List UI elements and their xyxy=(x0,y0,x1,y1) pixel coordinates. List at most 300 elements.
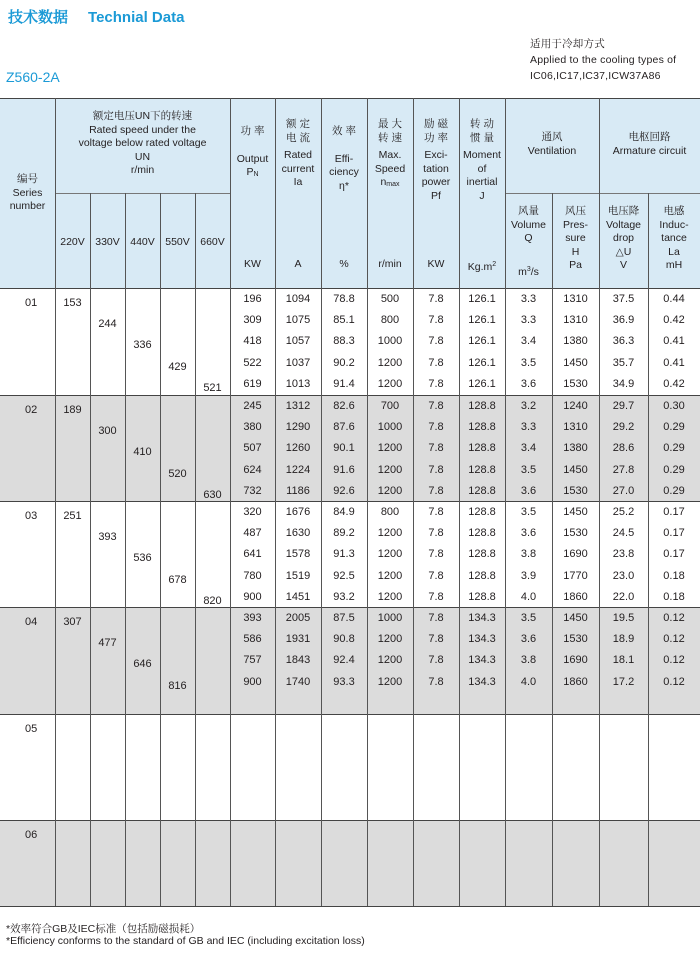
series-number: 03 xyxy=(25,510,38,522)
vdrop-header-en2: drop xyxy=(612,232,634,244)
rule-vent-sub xyxy=(505,193,700,194)
col-line xyxy=(230,98,231,906)
speed-header-unit: r/min xyxy=(130,164,155,176)
maxspeed-header-en2: Speed xyxy=(374,162,406,175)
table-cell: 92.4 xyxy=(333,654,355,667)
table-cell: 0.29 xyxy=(663,463,685,476)
table-cell: 7.8 xyxy=(428,569,444,582)
speed-cell: 536 xyxy=(133,552,152,565)
table-cell: 3.3 xyxy=(520,421,537,434)
voltage-220v: 220V xyxy=(60,236,85,248)
table-cell: 507 xyxy=(243,442,262,455)
moment-header-cn1: 转 动 xyxy=(470,118,494,130)
table-cell: 1450 xyxy=(563,356,588,369)
series-06-band xyxy=(0,821,700,906)
table-cell: 7.8 xyxy=(428,633,444,646)
inductance-header-cn: 电感 xyxy=(663,205,685,217)
table-cell: 82.6 xyxy=(333,400,355,412)
table-cell: 1860 xyxy=(563,590,588,603)
table-cell: 7.8 xyxy=(428,293,444,305)
table-cell: 1530 xyxy=(563,484,588,497)
speed-cell: 300 xyxy=(98,425,117,438)
output-header-sym: $P_N$ xyxy=(246,166,259,178)
table-cell: 29.2 xyxy=(612,421,635,434)
table-cell: 309 xyxy=(243,314,262,327)
table-cell: 126.1 xyxy=(468,335,496,348)
speed-cell: 244 xyxy=(98,318,117,331)
excitation-unit: KW xyxy=(427,258,445,270)
series-number: 01 xyxy=(25,297,38,309)
voltage-330v: 330V xyxy=(95,236,120,248)
table-cell: 93.3 xyxy=(333,675,355,688)
table-cell: 4.0 xyxy=(520,675,537,688)
title-en: Technial Data xyxy=(88,9,185,26)
vdrop-header-sym: △U xyxy=(615,245,632,258)
volume-header xyxy=(505,205,552,246)
table-cell: 7.8 xyxy=(428,463,444,476)
series-number: 04 xyxy=(25,616,38,628)
table-cell: 1200 xyxy=(377,356,403,369)
table-cell: 7.8 xyxy=(428,675,444,688)
table-cell: 1200 xyxy=(377,654,403,667)
table-cell: 1630 xyxy=(285,527,311,540)
maxspeed-header-en1: Max. xyxy=(378,149,402,161)
table-cell: 1380 xyxy=(563,442,588,455)
table-cell: 1200 xyxy=(377,633,403,646)
speed-cell: 630 xyxy=(203,488,222,501)
pressure-header-en2: sure xyxy=(565,232,586,244)
series-number: 05 xyxy=(25,723,38,735)
speed-header-en2: voltage below rated voltage xyxy=(78,137,207,149)
rule-bottom xyxy=(0,906,700,907)
table-cell: 0.17 xyxy=(663,527,685,540)
table-cell: 91.3 xyxy=(333,548,355,561)
speed-cell: 393 xyxy=(98,531,117,544)
maxspeed-unit: r/min xyxy=(378,258,402,270)
table-cell: 1450 xyxy=(563,506,588,518)
table-cell: 0.12 xyxy=(663,633,685,646)
table-cell: 7.8 xyxy=(428,314,444,327)
current-header-en1: Rated xyxy=(283,149,313,161)
speed-cell: 251 xyxy=(63,510,82,522)
table-cell: 90.1 xyxy=(333,442,355,455)
table-cell: 134.3 xyxy=(468,612,496,624)
table-cell: 1310 xyxy=(563,293,588,305)
series-header xyxy=(0,173,55,214)
current-header-cn1: 额 定 xyxy=(286,118,310,130)
pressure-header-en1: Pres- xyxy=(562,218,589,231)
speed-cell: 820 xyxy=(203,594,222,607)
excitation-header-en3: power xyxy=(421,176,451,188)
table-cell: 36.9 xyxy=(612,314,635,327)
col-line xyxy=(125,193,126,906)
table-cell: 1860 xyxy=(563,675,588,688)
speed-cell: 307 xyxy=(63,616,82,628)
inductance-header xyxy=(648,205,700,273)
pressure-header-cn: 风压 xyxy=(565,205,586,217)
table-cell: 3.5 xyxy=(520,612,537,624)
speed-cell: 520 xyxy=(168,467,187,480)
current-header-sym: Ia xyxy=(293,176,303,188)
table-cell: 380 xyxy=(243,421,262,434)
table-cell: 3.6 xyxy=(520,484,537,497)
speed-header-un: UN xyxy=(134,150,151,163)
armature-header-cn: 电枢回路 xyxy=(628,131,671,143)
efficiency-header xyxy=(321,125,367,193)
ventilation-header-en: Ventilation xyxy=(527,144,577,157)
pressure-header-sym: H xyxy=(571,245,580,258)
output-unit: KW xyxy=(244,258,261,270)
table-cell: 1310 xyxy=(563,314,588,327)
table-cell: 7.8 xyxy=(428,400,444,412)
maxspeed-header-sym: $n_{max}$ xyxy=(380,176,400,188)
moment-header xyxy=(459,118,505,203)
table-cell: 7.8 xyxy=(428,506,444,518)
table-cell: 418 xyxy=(243,335,262,348)
table-cell: 1000 xyxy=(377,612,403,624)
col-line xyxy=(90,193,91,906)
table-cell: 3.6 xyxy=(520,633,537,646)
table-cell: 0.41 xyxy=(663,335,685,348)
table-cell: 1770 xyxy=(563,569,588,582)
speed-header-en1: Rated speed under the xyxy=(89,123,196,136)
table-cell: 7.8 xyxy=(428,377,444,390)
rule-04 xyxy=(0,714,700,715)
table-cell: 128.8 xyxy=(468,506,496,518)
table-cell: 1530 xyxy=(563,527,588,540)
table-cell: 1094 xyxy=(285,293,311,305)
moment-header-en2: of xyxy=(477,162,487,175)
table-cell: 1200 xyxy=(377,463,403,476)
volume-unit: $m^3/s$ xyxy=(518,266,539,278)
pressure-header-unit: Pa xyxy=(569,259,582,271)
table-cell: 29.7 xyxy=(612,400,635,412)
table-cell: 7.8 xyxy=(428,356,444,369)
speed-cell: 429 xyxy=(168,360,187,373)
table-cell: 7.8 xyxy=(428,527,444,540)
table-cell: 28.6 xyxy=(612,442,635,455)
inductance-header-unit: mH xyxy=(665,259,683,271)
speed-cell: 678 xyxy=(168,573,187,586)
moment-header-cn2: 惯 量 xyxy=(470,131,494,144)
speed-cell: 189 xyxy=(63,404,82,416)
col-line xyxy=(321,98,322,906)
table-cell: 3.4 xyxy=(520,335,537,348)
col-line xyxy=(459,98,460,906)
table-cell: 3.6 xyxy=(520,377,537,390)
col-line xyxy=(367,98,368,906)
table-cell: 3.3 xyxy=(520,314,537,327)
excitation-header-cn1: 励 磁 xyxy=(424,118,448,130)
table-cell: 0.29 xyxy=(663,421,685,434)
table-cell: 126.1 xyxy=(468,377,496,390)
inductance-header-sym: La xyxy=(668,245,680,258)
table-cell: 0.44 xyxy=(663,293,685,305)
table-cell: 87.6 xyxy=(333,421,355,434)
table-cell: 128.8 xyxy=(468,548,496,561)
table-cell: 23.8 xyxy=(612,548,635,561)
table-cell: 487 xyxy=(243,527,262,540)
table-cell: 1200 xyxy=(377,484,403,497)
speed-cell: 477 xyxy=(98,637,117,650)
rule-header-bottom xyxy=(0,288,700,289)
table-cell: 320 xyxy=(243,506,262,518)
table-cell: 0.30 xyxy=(663,400,685,412)
series-header-en2: number xyxy=(9,200,46,212)
table-cell: 624 xyxy=(243,463,262,476)
table-cell: 800 xyxy=(380,314,400,327)
table-cell: 89.2 xyxy=(333,527,355,540)
maxspeed-header xyxy=(367,118,413,192)
table-cell: 800 xyxy=(380,506,400,518)
table-cell: 0.12 xyxy=(663,612,685,624)
table-cell: 27.8 xyxy=(612,463,635,476)
table-cell: 1200 xyxy=(377,377,403,390)
table-cell: 25.2 xyxy=(612,506,635,518)
table-cell: 134.3 xyxy=(468,675,496,688)
table-cell: 1290 xyxy=(285,421,311,434)
table-cell: 1312 xyxy=(285,400,311,412)
table-cell: 36.3 xyxy=(612,335,635,348)
speed-header-cn: 额定电压UN下的转速 xyxy=(92,110,193,122)
table-cell: 245 xyxy=(243,400,262,412)
table-cell: 84.9 xyxy=(333,506,355,518)
rule-03 xyxy=(0,607,700,608)
table-cell: 90.2 xyxy=(333,356,355,369)
table-cell: 128.8 xyxy=(468,590,496,603)
excitation-header-cn2: 功 率 xyxy=(424,131,448,144)
table-cell: 1037 xyxy=(285,356,311,369)
cooling-codes: IC06,IC17,IC37,ICW37A86 xyxy=(530,70,661,82)
table-cell: 3.4 xyxy=(520,442,537,455)
current-header-cn2: 电 流 xyxy=(286,131,310,144)
speed-cell: 816 xyxy=(168,679,187,692)
table-cell: 0.29 xyxy=(663,442,685,455)
table-cell: 0.18 xyxy=(663,569,685,582)
table-cell: 1519 xyxy=(285,569,311,582)
table-cell: 393 xyxy=(243,612,262,624)
output-header xyxy=(230,125,275,182)
table-cell: 1186 xyxy=(286,484,310,497)
excitation-header-sym: Pf xyxy=(431,189,441,202)
table-cell: 17.2 xyxy=(612,675,635,688)
table-cell: 1000 xyxy=(377,421,403,434)
vdrop-header xyxy=(599,205,648,273)
maxspeed-header-cn1: 最 大 xyxy=(378,118,402,130)
efficiency-header-cn: 效 率 xyxy=(332,125,356,137)
table-cell: 91.6 xyxy=(333,463,355,476)
volume-header-en: Volume xyxy=(510,218,547,231)
voltage-440v: 440V xyxy=(130,236,155,248)
rule-01 xyxy=(0,395,700,396)
table-cell: 128.8 xyxy=(468,463,496,476)
table-cell: 18.9 xyxy=(612,633,635,646)
table-cell: 1380 xyxy=(563,335,588,348)
series-header-en1: Series xyxy=(12,186,43,199)
table-cell: 128.8 xyxy=(468,442,496,455)
moment-unit: $Kg.m^2$ xyxy=(467,261,497,273)
table-cell: 1200 xyxy=(377,548,403,561)
table-cell: 700 xyxy=(380,400,400,412)
table-cell: 35.7 xyxy=(612,356,635,369)
col-line xyxy=(160,193,161,906)
table-cell: 3.3 xyxy=(520,293,537,305)
speed-header xyxy=(55,110,230,178)
table-cell: 128.8 xyxy=(468,421,496,434)
table-cell: 900 xyxy=(243,590,262,603)
excitation-header xyxy=(413,118,459,203)
table-cell: 92.5 xyxy=(333,569,355,582)
voltage-660v: 660V xyxy=(200,236,225,248)
table-cell: 0.12 xyxy=(663,654,685,667)
table-cell: 1931 xyxy=(285,633,311,646)
table-cell: 1200 xyxy=(377,442,403,455)
table-cell: 1200 xyxy=(377,527,403,540)
table-cell: 757 xyxy=(243,654,262,667)
table-cell: 128.8 xyxy=(468,484,496,497)
speed-cell: 336 xyxy=(133,339,152,352)
table-cell: 1530 xyxy=(563,633,588,646)
table-cell: 134.3 xyxy=(468,633,496,646)
efficiency-unit: % xyxy=(339,258,349,270)
table-cell: 732 xyxy=(243,484,262,497)
voltage-550v: 550V xyxy=(165,236,190,248)
table-cell: 780 xyxy=(243,569,262,582)
table-cell: 500 xyxy=(380,293,400,305)
armature-header-en: Armature circuit xyxy=(612,144,687,157)
table-cell: 93.2 xyxy=(333,590,355,603)
table-cell: 1013 xyxy=(285,377,311,390)
armature-header xyxy=(599,131,700,158)
rule-top xyxy=(0,98,700,99)
table-cell: 900 xyxy=(243,675,262,688)
page-title xyxy=(8,6,184,27)
table-cell: 7.8 xyxy=(428,421,444,434)
table-cell: 1075 xyxy=(285,314,311,327)
moment-header-en3: inertial xyxy=(466,176,498,188)
table-cell: 1240 xyxy=(563,400,588,412)
table-cell: 0.17 xyxy=(663,506,685,518)
table-cell: 0.41 xyxy=(663,356,685,369)
table-cell: 22.0 xyxy=(612,590,635,603)
table-cell: 1224 xyxy=(285,463,311,476)
table-cell: 0.18 xyxy=(663,590,685,603)
table-cell: 126.1 xyxy=(468,314,496,327)
speed-cell: 410 xyxy=(133,446,152,459)
current-header-en2: current xyxy=(281,162,315,175)
table-cell: 1578 xyxy=(285,548,311,561)
table-cell: 27.0 xyxy=(612,484,635,497)
table-cell: 4.0 xyxy=(520,590,537,603)
table-cell: 586 xyxy=(243,633,262,646)
table-cell: 91.4 xyxy=(333,377,355,390)
table-cell: 7.8 xyxy=(428,335,444,348)
speed-cell: 521 xyxy=(203,381,222,394)
table-cell: 92.6 xyxy=(333,484,355,497)
table-cell: 0.42 xyxy=(663,314,685,327)
table-cell: 1310 xyxy=(563,421,588,434)
table-cell: 1676 xyxy=(285,506,311,518)
col-line xyxy=(55,98,56,906)
footnote-en: *Efficiency conforms to the standard of GB and IEC (including excitation loss) xyxy=(6,935,365,947)
table-cell: 3.8 xyxy=(520,654,537,667)
table-cell: 1200 xyxy=(377,590,403,603)
current-unit: A xyxy=(294,258,302,270)
table-cell: 128.8 xyxy=(468,569,496,582)
volume-header-sym: Q xyxy=(524,232,533,244)
table-cell: 3.5 xyxy=(520,356,537,369)
table-cell: 90.8 xyxy=(333,633,355,646)
table-cell: 7.8 xyxy=(428,442,444,455)
vdrop-header-unit: V xyxy=(619,259,627,271)
maxspeed-header-cn2: 转 速 xyxy=(378,131,402,144)
rule-speed-sub xyxy=(55,193,230,194)
moment-header-en1: Moment xyxy=(463,149,501,161)
table-cell: 128.8 xyxy=(468,400,496,412)
series-number: 02 xyxy=(25,404,38,416)
series-header-cn: 编号 xyxy=(17,173,38,185)
table-cell: 3.2 xyxy=(520,400,537,412)
table-cell: 128.8 xyxy=(468,527,496,540)
table-cell: 3.8 xyxy=(520,548,537,561)
ventilation-header xyxy=(505,131,599,158)
table-cell: 1450 xyxy=(563,612,588,624)
cooling-cn: 适用于冷却方式 xyxy=(530,38,605,50)
table-cell: 1530 xyxy=(563,377,588,390)
moment-header-sym: J xyxy=(479,189,485,202)
table-cell: 7.8 xyxy=(428,654,444,667)
table-cell: 126.1 xyxy=(468,293,496,305)
table-cell: 7.8 xyxy=(428,484,444,497)
table-cell: 18.1 xyxy=(612,654,635,667)
cooling-types xyxy=(530,36,676,84)
inductance-header-en2: tance xyxy=(661,232,687,244)
cooling-en: Applied to the cooling types of xyxy=(530,54,677,66)
efficiency-header-en2: ciency xyxy=(329,166,359,178)
table-cell: 1057 xyxy=(285,335,311,348)
speed-cell: 646 xyxy=(133,658,152,671)
table-cell: 619 xyxy=(243,377,262,390)
table-cell: 1451 xyxy=(285,590,311,603)
ventilation-header-cn: 通风 xyxy=(541,131,563,143)
table-cell: 2005 xyxy=(285,612,311,624)
efficiency-header-en1: Effi- xyxy=(334,152,354,165)
table-cell: 3.9 xyxy=(520,569,537,582)
current-header xyxy=(275,118,321,190)
table-cell: 85.1 xyxy=(333,314,355,327)
table-cell: 37.5 xyxy=(612,293,635,305)
pressure-header xyxy=(552,205,599,273)
volume-header-cn: 风量 xyxy=(518,205,539,217)
table-cell: 1450 xyxy=(563,463,588,476)
vdrop-header-en1: Voltage xyxy=(605,218,642,231)
table-cell: 134.3 xyxy=(468,654,496,667)
table-cell: 1740 xyxy=(285,675,311,688)
col-line xyxy=(275,98,276,906)
excitation-header-en1: Exci- xyxy=(424,149,448,161)
output-header-cn: 功 率 xyxy=(240,125,265,137)
speed-cell: 153 xyxy=(63,297,82,309)
table-cell: 87.5 xyxy=(333,612,355,624)
table-cell: 7.8 xyxy=(428,590,444,603)
title-cn: 技术数据 xyxy=(8,9,69,26)
table-cell: 126.1 xyxy=(468,356,496,369)
table-cell: 3.6 xyxy=(520,527,537,540)
table-cell: 88.3 xyxy=(333,335,355,348)
table-cell: 3.5 xyxy=(520,506,537,518)
table-cell: 0.42 xyxy=(663,377,685,390)
table-cell: 1000 xyxy=(377,335,403,348)
